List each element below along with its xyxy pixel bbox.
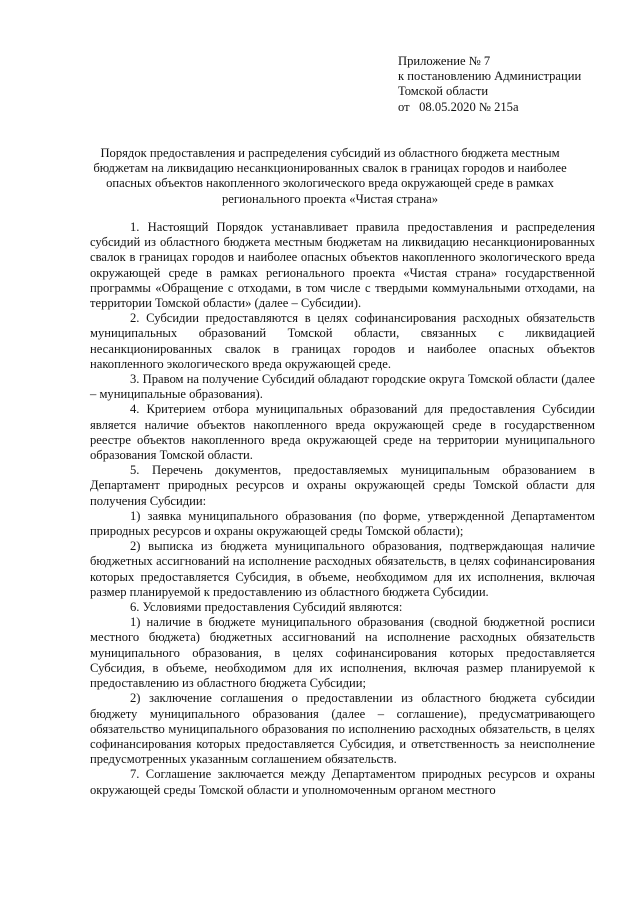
appendix-region: Томской области: [398, 84, 489, 99]
paragraph-5: 5. Перечень документов, предоставляемых муниципальным образованием в Департамент природных ресурсов и охраны окружающей среды Томской области для получения Субсидии:: [90, 463, 595, 508]
paragraph-3: 3. Правом на получение Субсидий обладают городские округа Томской области (далее – муниципальные образования).: [90, 372, 595, 402]
appendix-reference: к постановлению Администрации: [398, 69, 582, 84]
paragraph-2: 2. Субсидии предоставляются в целях софинансирования расходных обязательств муниципальных образований Томской области, связанных с ликвидацией несанкционированных свалок в границах городов и наиболее опасных объектов накопленного экологического вреда окружающей среде.: [90, 311, 595, 371]
paragraph-6: 6. Условиями предоставления Субсидий являются:: [130, 600, 403, 615]
paragraph-5-item-2: 2) выписка из бюджета муниципального образования, подтверждающая наличие бюджетных ассигнований на исполнение расходных обязательств, в целях софинансирования которых предоставляется Субсидия, в объеме, необходимом для их исполнения, включая размер планируемой к предоставлению из областного бюджета Субсидии.: [90, 539, 595, 599]
paragraph-6-item-1: 1) наличие в бюджете муниципального образования (сводной бюджетной росписи местного бюджета) бюджетных ассигнований на исполнение расходных обязательств муниципального образования, в целях софинансирования которых предоставляется Субсидия, в объеме, необходимом для их исполнения, включая размер планируемой к предоставлению из областного бюджета Субсидии;: [90, 615, 595, 691]
paragraph-5-item-1: 1) заявка муниципального образования (по форме, утвержденной Департаментом природных ресурсов и охраны окружающей среды Томской области);: [90, 508, 595, 539]
paragraph-4: 4. Критерием отбора муниципальных образований для предоставления Субсидии является наличие объектов накопленного вреда окружающей среде в государственном реестре объектов накопленного вреда окружающей среде на территории муниципального образования Томской области.: [90, 402, 595, 463]
paragraph-1: 1. Настоящий Порядок устанавливает правила предоставления и распределения субсидий из областного бюджета местным бюджетам на ликвидацию несанкционированных свалок в границах городов и наиболее опасных объектов накопленного экологического вреда окружающей среде в рамках регионального проекта «Чистая страна» государственной программы «Обращение с отходами, в том числе с твердыми коммунальными отходами, на территории Томской области» (далее – Субсидии).: [90, 220, 595, 311]
appendix-number: Приложение № 7: [398, 54, 491, 68]
document-title: Порядок предоставления и распределения субсидий из областного бюджета местным бюджетам на ликвидацию несанкционированных свалок в границах городов и наиболее опасных объектов накопленного экологического вреда окружающей среде в рамках регионального проекта «Чистая страна»: [93, 146, 567, 206]
paragraph-7: 7. Соглашение заключается между Департаментом природных ресурсов и охраны окружающей среды Томской области и уполномоченным органом местного: [90, 767, 595, 797]
appendix-date: от 08.05.2020 № 215а: [398, 99, 519, 114]
document-body: [90, 220, 595, 798]
paragraph-6-item-2: 2) заключение соглашения о предоставлении из областного бюджета субсидии бюджету муниципального образования (далее – соглашение), предусматривающего обязательство муниципального образования по исполнению расходных обязательств, в целях софинансирования которых предоставляется Субсидия, и ответственность за неисполнение предусмотренных указанным соглашением обязательств.: [90, 691, 595, 767]
appendix-header: [398, 54, 628, 115]
